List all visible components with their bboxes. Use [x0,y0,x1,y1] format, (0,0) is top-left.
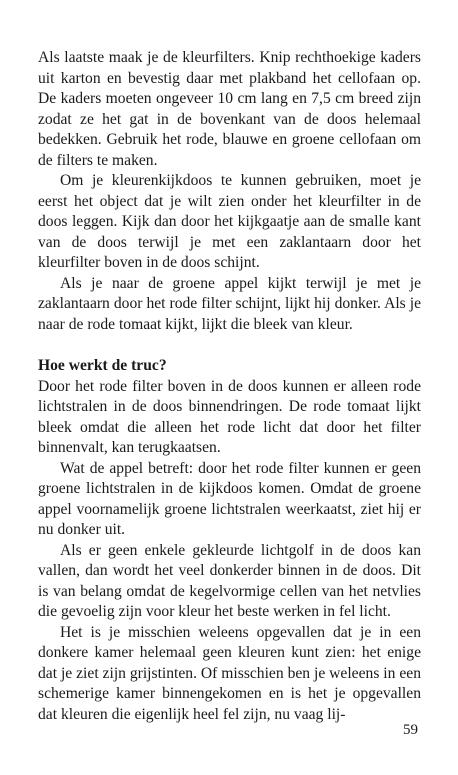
paragraph-groene-appel: Als je naar de groene appel kijkt terwijl je met je zaklantaarn door het rode filter schijnt, lijkt hij donker. Als je naar de rode tomaat kijkt, lijkt die bleek van kleur. [38,274,421,333]
paragraph-rode-filter: Door het rode filter boven in de doos kunnen er alleen rode lichtstralen in de doos binnendringen. De rode tomaat lijkt bleek omdat die alleen het rode licht dat door het filter binnenvalt, kan terugkaatsen. [38,377,421,456]
paragraph-donkere-kamer: Het is je misschien weleens opgevallen dat je in een donkere kamer helemaal geen kleuren kunt zien: het enige dat je ziet zijn grijstinten. Of misschien ben je weleens in een schemerige kamer binnengekomen en is het je opgevallen dat kleuren die eigenlijk heel fel zijn, nu vaag lij- [38,623,421,723]
book-page [38,48,421,725]
paragraph-gekleurde-lichtgolf: Als er geen enkele gekleurde lichtgolf in de doos kan vallen, dan wordt het veel donkerder binnen in de doos. Dit is van belang omdat de kegelvormige cellen van het netvlies die gevoelig zijn voor kleur het beste werken in fel licht. [38,541,421,620]
section-heading: Hoe werkt de truc? [38,357,167,374]
paragraph-appel-betreft: Wat de appel betreft: door het rode filter kunnen er geen groene lichtstralen in de kijkdoos komen. Omdat de groene appel voornamelijk groene lichtstralen weerkaatst, ziet hij er nu donker uit. [38,459,421,538]
paragraph-kleurenkijkdoos-gebruiken: Om je kleurenkijkdoos te kunnen gebruiken, moet je eerst het object dat je wilt zien onder het kleurfilter in de doos leggen. Kijk dan door het kijkgaatje aan de smalle kant van de doos terwijl je met een zaklantaarn door het kleurfilter boven in de doos schijnt. [38,172,421,271]
page-number: 59 [403,722,418,738]
paragraph-kleurfilters: Als laatste maak je de kleurfilters. Knip rechthoekige kaders uit karton en bevestig daar met plakband het cellofaan op. De kaders moeten ongeveer 10 cm lang en 7,5 cm breed zijn zodat ze het gat in de bovenkant van de doos helemaal bedekken. Gebruik het rode, blauwe en groene cellofaan om de filters te maken. [38,49,421,169]
